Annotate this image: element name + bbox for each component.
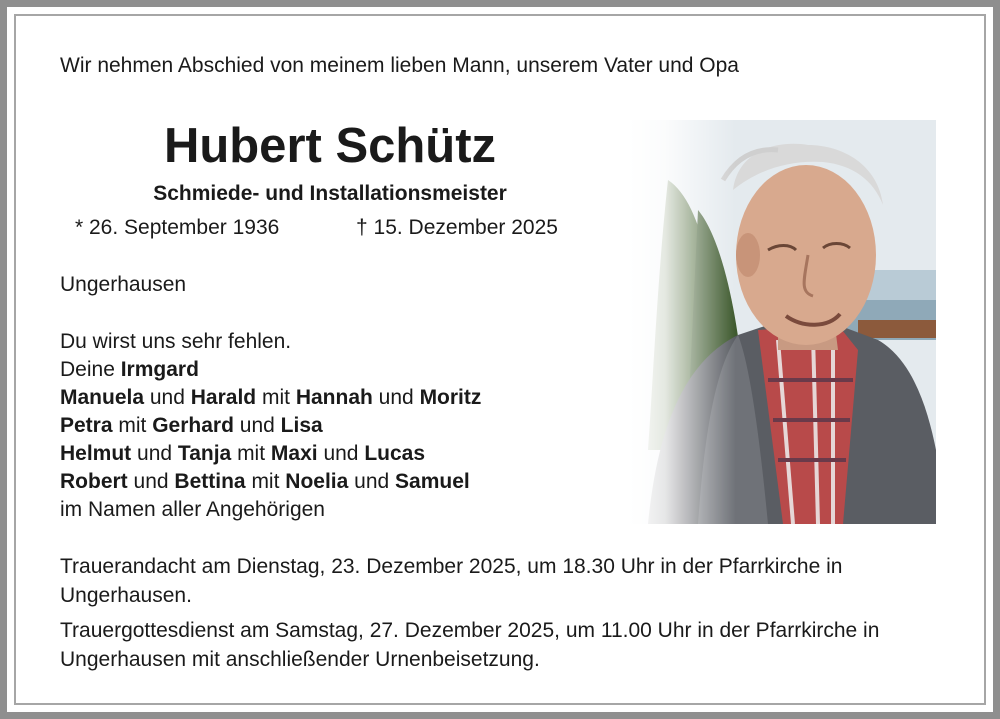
hometown: Ungerhausen	[60, 273, 187, 296]
family-line-2: Petra mit Gerhard und Lisa	[60, 414, 323, 437]
farewell-line: Du wirst uns sehr fehlen.	[60, 330, 292, 353]
death-date: † 15. Dezember 2025	[356, 216, 558, 239]
spouse-line: Deine Irmgard	[60, 358, 199, 381]
deceased-name: Hubert Schütz	[163, 119, 497, 173]
photo-fade	[628, 120, 936, 524]
family-line-3: Helmut und Tanja mit Maxi und Lucas	[60, 442, 426, 465]
birth-date: * 26. September 1936	[75, 216, 280, 239]
family-line-4: Robert und Bettina mit Noelia und Samuel	[60, 470, 470, 493]
relatives-line: im Namen aller Angehörigen	[60, 498, 325, 521]
family-line-1: Manuela und Harald mit Hannah und Moritz	[60, 386, 482, 409]
profession: Schmiede- und Installationsmeister	[153, 182, 507, 205]
family-signature	[60, 328, 481, 524]
portrait-photo	[628, 120, 936, 524]
funeral-service-info: Trauergottesdienst am Samstag, 27. Dezember 2025, um 11.00 Uhr in der Pfarrkirche in Ungerhausen mit anschließender Urnenbeisetzung.	[60, 619, 880, 671]
memorial-service-info: Trauerandacht am Dienstag, 23. Dezember 2025, um 18.30 Uhr in der Pfarrkirche in Ungerhausen.	[60, 555, 843, 607]
intro-text: Wir nehmen Abschied von meinem lieben Mann, unserem Vater und Opa	[60, 54, 739, 77]
